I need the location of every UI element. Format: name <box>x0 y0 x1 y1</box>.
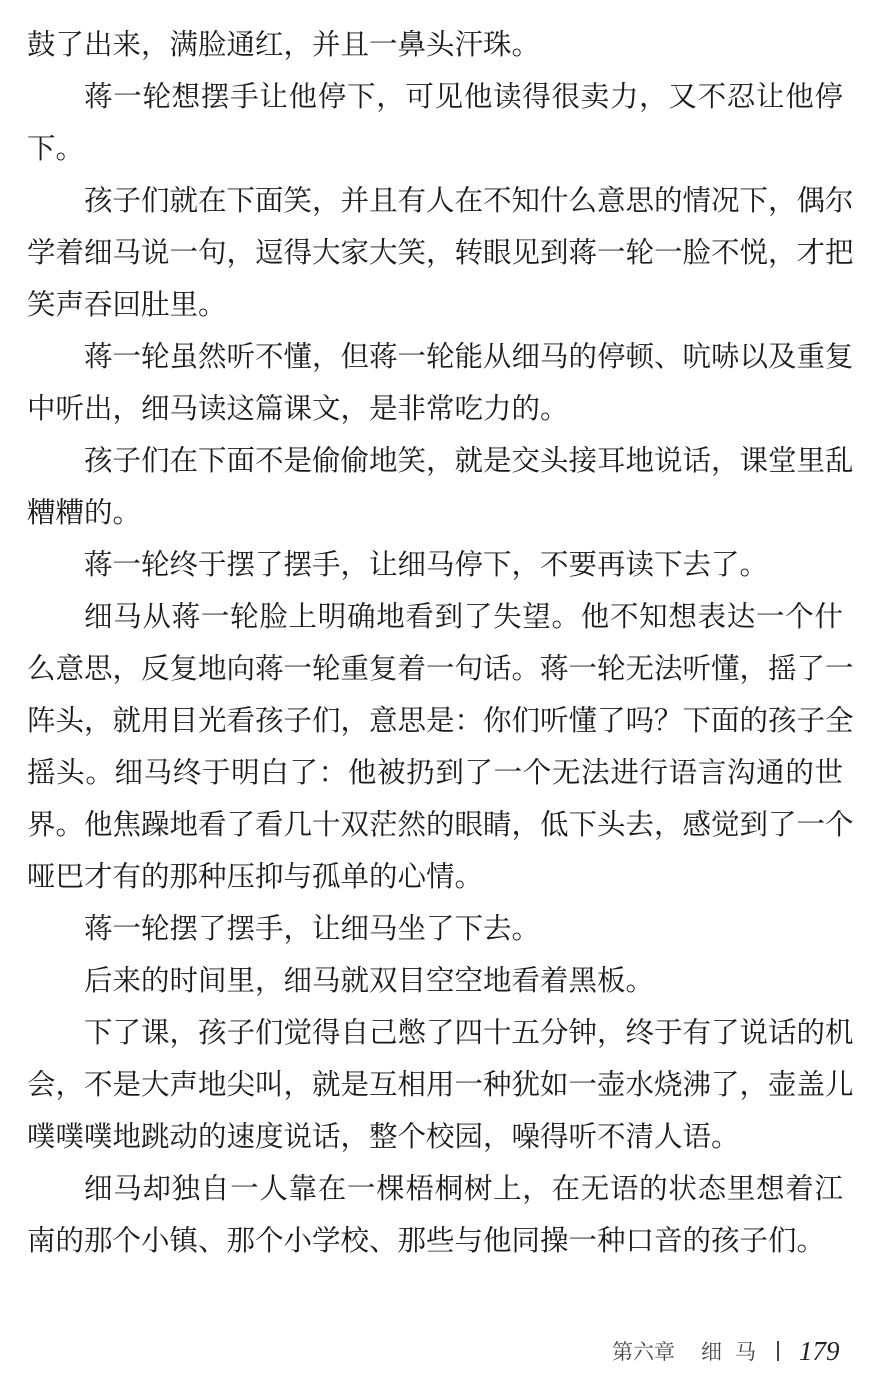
body-text <box>27 19 854 1267</box>
page-number: 179 <box>799 1335 840 1366</box>
text-line: 会，不是大声地尖叫，就是互相用一种犹如一壶水烧沸了，壶盖儿 <box>27 1068 854 1101</box>
paragraph <box>27 903 843 955</box>
text-line: 蒋一轮虽然听不懂，但蒋一轮能从细马的停顿、吭哧以及重复 <box>84 340 854 373</box>
paragraph <box>27 539 843 591</box>
chapter-title: 细马 <box>701 1340 769 1364</box>
paragraph <box>27 175 854 331</box>
paragraph <box>27 591 854 903</box>
text-line: 界。他焦躁地看了看几十双茫然的眼睛，低下头去，感觉到了一个 <box>27 808 854 841</box>
text-line: 下了课，孩子们觉得自己憋了四十五分钟，终于有了说话的机 <box>84 1016 854 1049</box>
paragraph <box>27 71 843 175</box>
paragraph <box>27 955 843 1007</box>
page-footer <box>612 1333 840 1369</box>
text-line: 蒋一轮终于摆了摆手，让细马停下，不要再读下去了。 <box>84 548 769 581</box>
text-line: 蒋一轮摆了摆手，让细马坐了下去。 <box>84 912 541 945</box>
text-line: 噗噗噗地跳动的速度说话，整个校园，噪得听不清人语。 <box>27 1120 740 1153</box>
text-line: 孩子们在下面不是偷偷地笑，就是交头接耳地说话，课堂里乱 <box>84 444 854 477</box>
text-line: 笑声吞回肚里。 <box>27 288 227 321</box>
text-line: 下。 <box>27 132 85 165</box>
paragraph <box>27 1163 843 1267</box>
text-line: 摇头。细马终于明白了：他被扔到了一个无法进行语言沟通的世 <box>27 756 843 789</box>
chapter-label: 第六章 <box>612 1340 675 1364</box>
paragraph <box>27 19 843 71</box>
text-line: 后来的时间里，细马就双目空空地看着黑板。 <box>84 964 655 997</box>
text-line: 鼓了出来，满脸通红，并且一鼻头汗珠。 <box>27 28 541 61</box>
paragraph <box>27 435 854 539</box>
text-line: 蒋一轮想摆手让他停下，可见他读得很卖力，又不忍让他停 <box>84 80 843 113</box>
footer-divider <box>777 1341 779 1361</box>
text-line: 学着细马说一句，逗得大家大笑，转眼见到蒋一轮一脸不悦，才把 <box>27 236 854 269</box>
text-line: 细马却独自一人靠在一棵梧桐树上，在无语的状态里想着江 <box>84 1172 843 1205</box>
text-line: 哑巴才有的那种压抑与孤单的心情。 <box>27 860 484 893</box>
text-line: 么意思，反复地向蒋一轮重复着一句话。蒋一轮无法听懂，摇了一 <box>27 652 854 685</box>
text-line: 糟糟的。 <box>27 496 142 529</box>
text-line: 南的那个小镇、那个小学校、那些与他同操一种口音的孩子们。 <box>27 1224 826 1257</box>
text-line: 中听出，细马读这篇课文，是非常吃力的。 <box>27 392 569 425</box>
paragraph <box>27 331 854 435</box>
text-line: 孩子们就在下面笑，并且有人在不知什么意思的情况下，偶尔 <box>84 184 854 217</box>
text-line: 阵头，就用目光看孩子们，意思是：你们听懂了吗？下面的孩子全 <box>27 704 854 737</box>
paragraph <box>27 1007 854 1163</box>
text-line: 细马从蒋一轮脸上明确地看到了失望。他不知想表达一个什 <box>84 600 843 633</box>
